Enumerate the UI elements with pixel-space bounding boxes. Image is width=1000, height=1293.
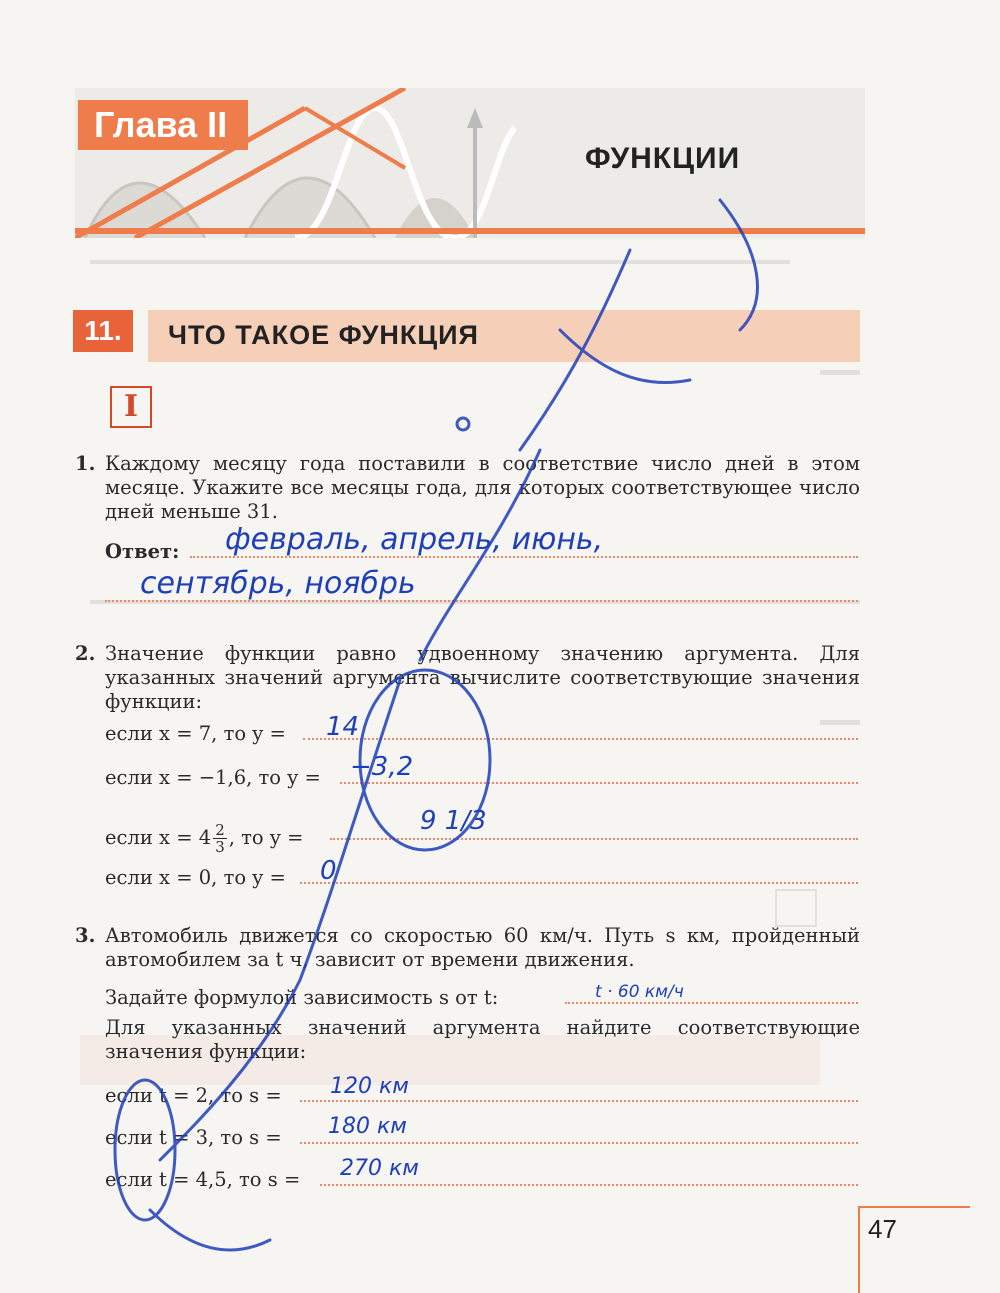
section-title: ЧТО ТАКОЕ ФУНКЦИЯ bbox=[148, 310, 860, 362]
handwritten-answer: 180 км bbox=[328, 1114, 407, 1139]
chapter-label: Глава II bbox=[78, 100, 248, 150]
difficulty-level-badge: I bbox=[110, 386, 152, 428]
page-number: 47 bbox=[868, 1214, 897, 1244]
answer-line[interactable] bbox=[300, 1142, 858, 1144]
formula-prompt: Задайте формулой зависимость s от t: bbox=[105, 986, 499, 1009]
fraction-denominator: 3 bbox=[215, 838, 225, 856]
task-2-row-1: если x = 7, то y = bbox=[105, 722, 286, 745]
answer-label: Ответ: bbox=[105, 540, 180, 563]
answer-line[interactable] bbox=[340, 782, 858, 784]
task-2-row-2: если x = −1,6, то y = bbox=[105, 766, 321, 789]
task-3-row-1: если t = 2, то s = bbox=[105, 1084, 282, 1107]
task-text: Значение функции равно удвоенному значению аргумента. Для указанных значений аргумента вычислите соответствующие значения функции: bbox=[105, 642, 860, 713]
answer-line[interactable] bbox=[320, 1184, 858, 1186]
answer-line[interactable] bbox=[330, 838, 858, 840]
formula-answer-line[interactable] bbox=[565, 1002, 858, 1004]
task-number: 1. bbox=[75, 452, 96, 475]
task-3-row-2: если t = 3, то s = bbox=[105, 1126, 282, 1149]
task-text: Каждому месяцу года поставили в соответствие число дней в этом месяце. Укажите все месяцы года, для которых соответствующее число дней меньше 31. bbox=[105, 452, 860, 523]
task-number: 3. bbox=[75, 924, 96, 947]
handwritten-answer: 120 км bbox=[330, 1074, 409, 1099]
handwritten-answer: 9 1/3 bbox=[420, 806, 487, 836]
banner-divider bbox=[75, 228, 865, 234]
task-text: Для указанных значений аргумента найдите соответствующие значения функции: bbox=[105, 1016, 860, 1063]
handwritten-answer-1: февраль, апрель, июнь, bbox=[225, 522, 604, 557]
handwritten-answer: 0 bbox=[320, 856, 337, 886]
task-3-row-3: если t = 4,5, то s = bbox=[105, 1168, 301, 1191]
handwritten-answer: 14 bbox=[326, 712, 360, 742]
fraction-numerator: 2 bbox=[215, 821, 225, 839]
answer-line[interactable] bbox=[300, 882, 858, 884]
handwritten-answer: 270 км bbox=[340, 1156, 419, 1181]
task-2-row-3: если x = 4 $\frac{2}{3}$ , то y = bbox=[105, 821, 304, 856]
task-2-row-4: если x = 0, то y = bbox=[105, 866, 286, 889]
chapter-title: ФУНКЦИИ bbox=[585, 142, 741, 175]
handwritten-answer-2: сентябрь, ноябрь bbox=[140, 566, 416, 601]
section-number: 11. bbox=[73, 310, 133, 352]
task-text: Автомобиль движется со скоростью 60 км/ч. Путь s км, пройденный автомобилем за t ч, зависит от времени движения. bbox=[105, 924, 860, 971]
task-number: 2. bbox=[75, 642, 96, 665]
handwritten-answer: −3,2 bbox=[350, 752, 414, 782]
answer-line[interactable] bbox=[300, 1100, 858, 1102]
handwritten-formula: t · 60 км/ч bbox=[595, 982, 684, 1002]
answer-line[interactable] bbox=[303, 738, 858, 740]
